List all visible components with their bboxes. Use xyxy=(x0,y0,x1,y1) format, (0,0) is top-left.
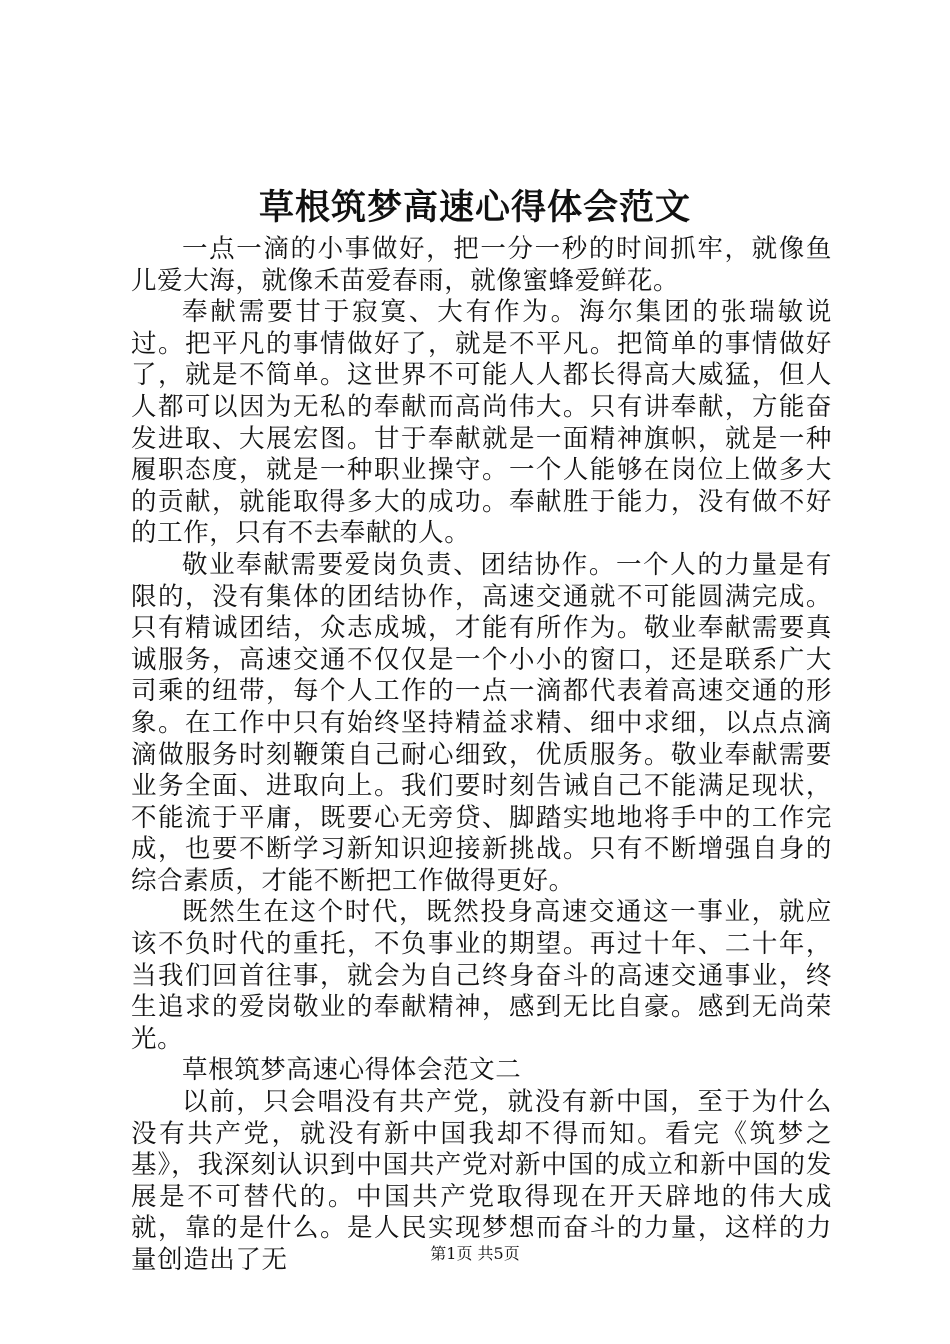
page-indicator: 第1页 共5页 xyxy=(430,1244,520,1263)
paragraph: 以前，只会唱没有共产党，就没有新中国，至于为什么没有共产党，就没有新中国我却不得而知。看完《筑梦之基》，我深刻认识到中国共产党对新中国的成立和新中国的发展是不可替代的。中国共产党取得现在开天辟地的伟大成就，靠的是什么。是人民实现梦想而奋斗的力量，这样的力量创造出了无 xyxy=(131,1087,832,1275)
paragraph: 敬业奉献需要爱岗负责、团结协作。一个人的力量是有限的，没有集体的团结协作，高速交通就不可能圆满完成。只有精诚团结，众志成城，才能有所作为。敬业奉献需要真诚服务，高速交通不仅仅是一个小小的窗口，还是联系广大司乘的纽带，每个人工作的一点一滴都代表着高速交通的形象。在工作中只有始终坚持精益求精、细中求细，以点点滴滴做服务时刻鞭策自己耐心细致，优质服务。敬业奉献需要业务全面、进取向上。我们要时刻告诫自己不能满足现状，不能流于平庸，既要心无旁贷、脚踏实地地将手中的工作完成，也要不断学习新知识迎接新挑战。只有不断增强自身的综合素质，才能不断把工作做得更好。 xyxy=(131,549,832,896)
section-heading: 草根筑梦高速心得体会范文二 xyxy=(182,1055,522,1086)
paragraph: 既然生在这个时代，既然投身高速交通这一事业，就应该不负时代的重托，不负事业的期望。再过十年、二十年，当我们回首往事，就会为自己终身奋斗的高速交通事业，终生追求的爱岗敬业的奉献精神，感到无比自豪。感到无尚荣光。 xyxy=(131,897,832,1054)
document-title: 草根筑梦高速心得体会范文 xyxy=(258,187,691,228)
paragraph: 奉献需要甘于寂寞、大有作为。海尔集团的张瑞敏说过。把平凡的事情做好了，就是不平凡。把简单的事情做好了，就是不简单。这世界不可能人人都长得高大威猛，但人人都可以因为无私的奉献而高尚伟大。只有讲奉献，方能奋发进取、大展宏图。甘于奉献就是一面精神旗帜，就是一种履职态度，就是一种职业操守。一个人能够在岗位上做多大的贡献，就能取得多大的成功。奉献胜于能力，没有做不好的工作，只有不去奉献的人。 xyxy=(131,297,832,549)
page-footer xyxy=(0,1244,950,1264)
document-body xyxy=(131,234,832,1277)
paragraph: 一点一滴的小事做好，把一分一秒的时间抓牢，就像鱼儿爱大海，就像禾苗爱春雨，就像蜜蜂爱鲜花。 xyxy=(131,234,832,296)
